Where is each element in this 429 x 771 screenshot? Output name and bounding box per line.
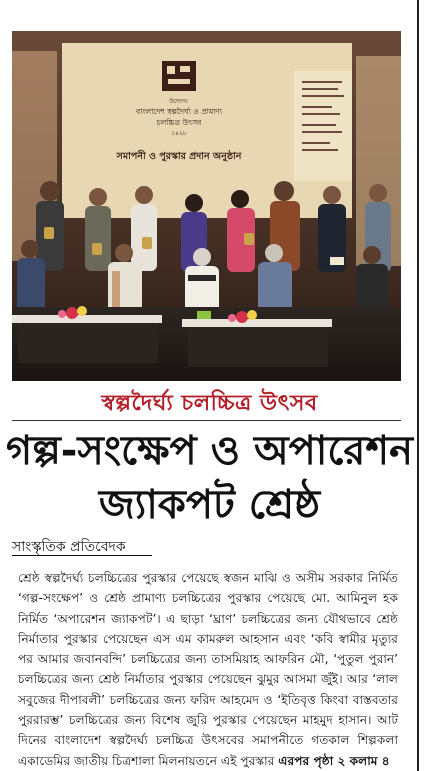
article-body [18,568,398,771]
headline-line1: গল্প-সংক্ষেপ ও অপারেশন [6,428,413,474]
article-body-text: শ্রেষ্ঠ স্বল্পদৈর্ঘ্য চলচ্চিত্রের পুরস্কার পেয়েছে স্বজন মাঝি ও অসীম সরকার নির্মিত ‘গল্প-সংক্ষেপ’ ও শ্রেষ্ঠ প্রামাণ্য চলচ্চিত্রের পুরস্কার পেয়েছে মো. আমিনুল হক নির্মিত ‘অপারেশন জ্যাকপট’। এ ছাড়া ‘ঘ্রাণ’ চলচ্চিত্রের জন্য যৌথভাবে শ্রেষ্ঠ নির্মাতার পুরস্কার পেয়েছেন এস এম কামরুল আহসান এবং ‘কবি স্বামীর মৃত্যুর পর আমার জবানবন্দি’ চলচ্চিত্রের জন্য তাসমিয়াহ আফরিন মৌ, ‘পুতুল পুরান’ চলচ্চিত্রের জন্য শ্রেষ্ঠ নির্মাতার পুরস্কার পেয়েছেন ঝুমুর আসমা জুঁই। আর ‘লাল সবুজের দীপাবলী’ চলচ্চিত্রের জন্য ফরিদ আহমেদ ও ‘ইতিবৃত্ত কিংবা বাস্তবতার পুররারম্ভ’ চলচ্চিত্রের জন্য বিশেষ জুরি পুরস্কার পেয়েছেন মাহমুদ হাসান। আট দিনের বাংলাদেশ স্বল্পদৈর্ঘ্য চলচ্চিত্র উৎসবের সমাপনীতে গতকাল শিল্পকলা একাডেমির জাতীয় চিত্রশালা মিলনায়তনে এই পুরস্কার [18,571,398,768]
kicker-divider [12,420,401,421]
article-headline [0,424,419,532]
backdrop-line3: চলচ্চিত্র উৎসব [156,118,202,127]
backdrop-banner-title: সমাপনী ও পুরস্কার প্রদান অনুষ্ঠান [116,151,242,162]
right-table [188,327,328,367]
festival-logo [162,61,196,91]
event-photo [12,31,401,381]
article-kicker: স্বল্পদৈর্ঘ্য চলচ্চিত্র উৎসব [101,391,318,416]
backdrop-line2: বাংলাদেশ স্বল্পদৈর্ঘ্য ও প্রামাণ্য [135,107,223,116]
left-table [18,323,158,363]
backdrop-line4: ১৪২৮ [171,130,187,137]
right-table-top [182,319,332,327]
left-table-top [12,315,162,323]
article-byline: সাংস্কৃতিক প্রতিবেদক [12,539,126,555]
headline-line2: জ্যাকপট শ্রেষ্ঠ [98,482,321,528]
event-photo-illustration [12,31,401,381]
continued-on-page: এরপর পৃষ্ঠা ২ কলাম ৪ [278,753,390,768]
byline-underline [12,555,152,556]
backdrop-line1: উদ্যোগ: [169,98,189,105]
